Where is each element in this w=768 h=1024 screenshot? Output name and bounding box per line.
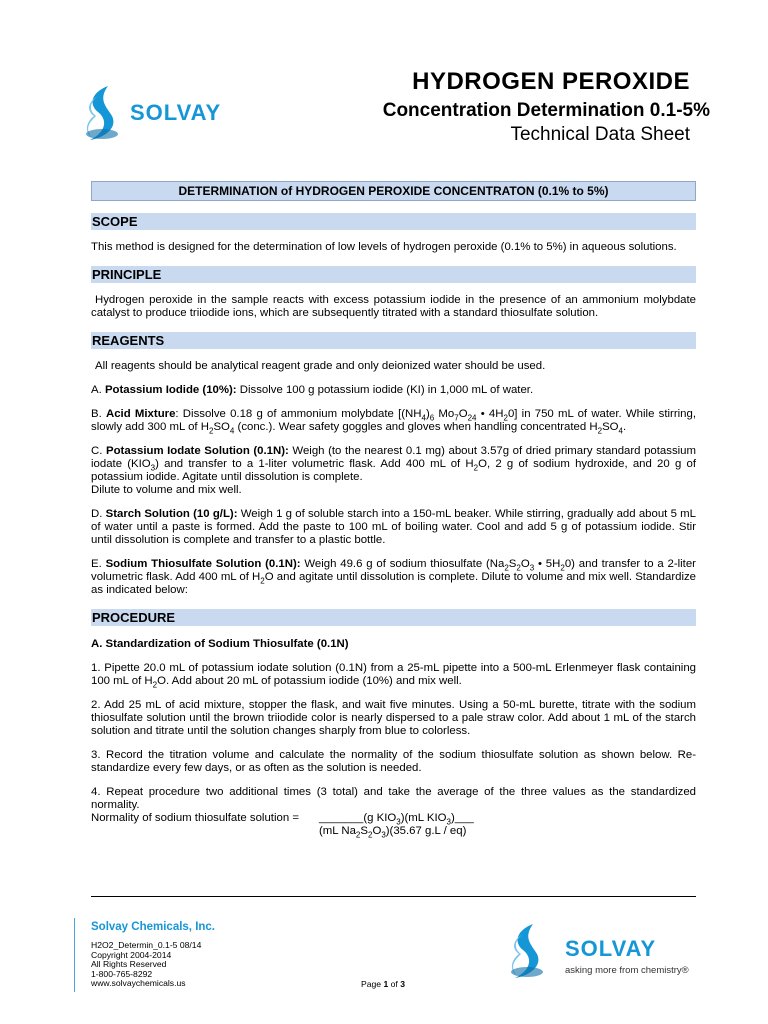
footer-copyright: Copyright 2004-2014 [91, 949, 172, 960]
document-type: Technical Data Sheet [510, 124, 690, 145]
footer-phone: 1-800-765-8292 [91, 968, 153, 979]
document-title: HYDROGEN PEROXIDE [412, 68, 690, 95]
section-reagents-heading: REAGENTS [91, 332, 696, 349]
scope-text: This method is designed for the determination of low levels of hydrogen peroxide (0.1% to 5%) in aqueous solutions. [91, 241, 677, 253]
footer-doc-code: H2O2_Determin_0.1-5 08/14 [91, 940, 202, 950]
section-principle-heading: PRINCIPLE [91, 266, 696, 283]
brand-name: SOLVAY [130, 100, 222, 125]
footer-accent-line [74, 918, 75, 992]
reagent-a: A. Potassium Iodide (10%): Dissolve 100 g potassium iodide (KI) in 1,000 mL of water. [91, 384, 534, 396]
procedure-step-3: 3. Record the titration volume and calculate the normality of the sodium thiosulfate solution as shown below. Re-standardize every few days, or as often as the solution is needed. [91, 749, 696, 774]
solvay-logo-footer [503, 920, 703, 986]
normality-formula-numerator-row [91, 812, 696, 825]
footer-brand-name: SOLVAY [565, 936, 657, 961]
solvay-logo-header [78, 82, 248, 144]
normality-label: Normality of sodium thiosulfate solution = [91, 812, 299, 824]
footer-company: Solvay Chemicals, Inc. [91, 921, 216, 933]
reagent-d: D. Starch Solution (10 g/L): Weigh 1 g of soluble starch into a 150-mL beaker. While stirring, gradually add about 5 mL of water until a paste is formed. Add the paste to 100 mL of boiling water. Cool and add 5 g of potassium iodide. Stir until dissolution is complete and transfer to a plastic bottle. [91, 508, 696, 546]
reagent-b: B. Acid Mixture: Dissolve 0.18 g of ammonium molybdate [$(NH_4)_6$ $Mo_7O_{24}$ • $4H_20$] in 750 mL of water. While stirring, slowly add 300 mL of $H_2SO_4$ (conc.). Wear safety goggles and gloves when handling concentrated $H_2SO_4$. [91, 408, 696, 436]
page-number: Page 1 of 3 [361, 979, 405, 989]
reagent-e: E. Sodium Thiosulfate Solution (0.1N): Weigh 49.6 g of sodium thiosulfate ($Na_2S_2O_3$ • $5H_20$) and transfer to a 2-liter volumetric flask. Add 400 mL of $H_2O$ and agitate until dissolution is complete. Dilute to volume and mix well. Standardize as indicated below: [91, 558, 697, 596]
procedure-step-2: 2. Add 25 mL of acid mixture, stopper the flask, and wait five minutes. Using a 50-mL burette, titrate with the sodium thiosulfate solution until the brown triiodide color is nearly dispersed to a pale straw color. Add about 1 mL of the starch solution and titrate until the solution changes sharply from blue to colorless. [91, 699, 696, 737]
procedure-subheading-a: A. Standardization of Sodium Thiosulfate (0.1N) [91, 638, 349, 650]
footer-divider [91, 896, 696, 897]
section-procedure-heading: PROCEDURE [91, 609, 696, 626]
footer-website[interactable]: www.solvaychemicals.us [91, 978, 186, 989]
procedure-step-4: 4. Repeat procedure two additional times (3 total) and take the average of the three values as the standardized normality. [91, 786, 696, 811]
footer-tagline: asking more from chemistry® [565, 965, 689, 976]
solvay-swirl-icon [503, 920, 549, 982]
formula-denominator: (mL $Na_2S_2O_3)(35.67$ g.L / eq) [319, 825, 467, 840]
principle-text: Hydrogen peroxide in the sample reacts with excess potassium iodide in the presence of an ammonium molybdate catalyst to produce triiodide ions, which are subsequently titrated with a standard thiosulfate solution. [91, 294, 696, 319]
formula-numerator: _______(g $KIO_3)(mL$ $KIO_3)\_\_\_$ [319, 812, 474, 827]
procedure-step-1: 1. Pipette 20.0 mL of potassium iodate solution (0.1N) from a 25-mL pipette into a 500-mL Erlenmeyer flask containing 100 mL of $H_2O$. Add about 20 mL of potassium iodide (10%) and mix well. [91, 662, 696, 690]
reagent-c: C. Potassium Iodate Solution (0.1N): Weigh (to the nearest 0.1 mg) about 3.57g of dried primary standard potassium iodate $(KIO_3)$ and transfer to a 1-liter volumetric flask. Add 400 mL of $H_2O$, 2 g of sodium hydroxide, and 20 g of potassium iodide. Agitate until dissolution is complete. Dilute to volume and mix well. [91, 445, 697, 496]
reagents-intro: All reagents should be analytical reagent grade and only deionized water should be used. [95, 360, 546, 372]
normality-formula-denominator-row [91, 825, 696, 838]
document-subtitle: Concentration Determination 0.1-5% [382, 100, 710, 121]
footer-info [91, 941, 201, 989]
method-banner: DETERMINATION of HYDROGEN PEROXIDE CONCENTRATON (0.1% to 5%) [91, 181, 696, 201]
solvay-swirl-icon [78, 82, 124, 144]
section-scope-heading: SCOPE [91, 213, 696, 230]
footer-rights: All Rights Reserved [91, 959, 167, 970]
main-content [91, 181, 696, 838]
